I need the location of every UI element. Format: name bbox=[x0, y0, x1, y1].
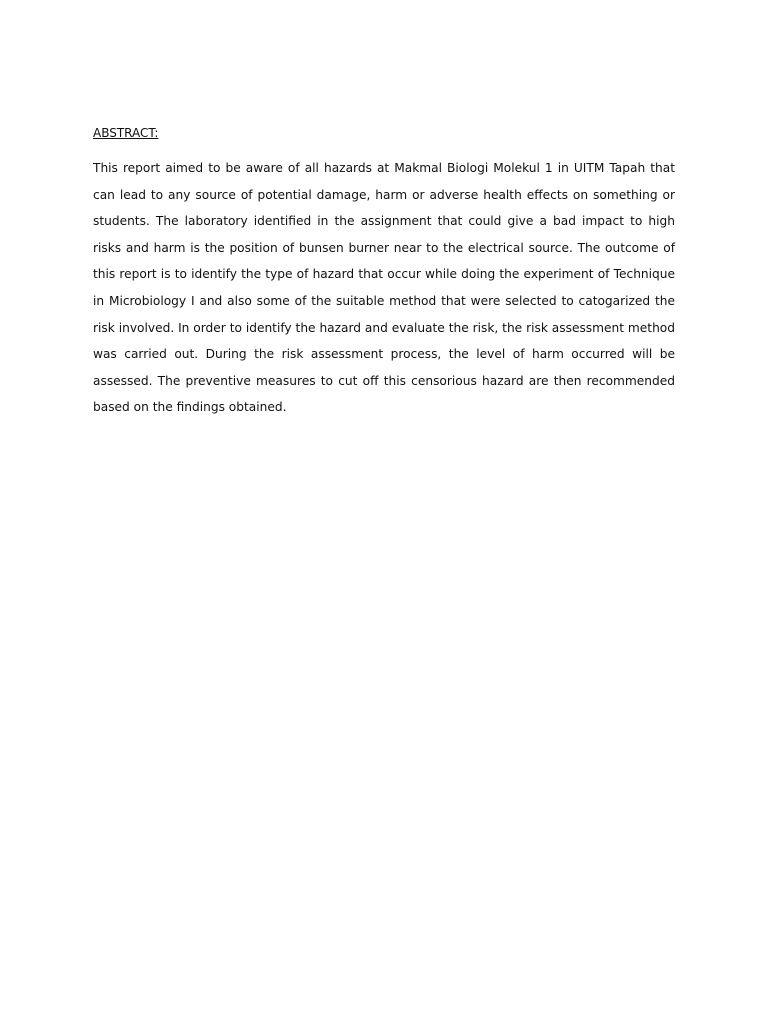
abstract-paragraph: This report aimed to be aware of all hazards at Makmal Biologi Molekul 1 in UITM Tapah that can lead to any source of potential damage, harm or adverse health effects on something or students. The laboratory identified in the assignment that could give a bad impact to high risks and harm is the position of bunsen burner near to the electrical source. The outcome of this report is to identify the type of hazard that occur while doing the experiment of Technique in Microbiology I and also some of the suitable method that were selected to catogarized the risk involved. In order to identify the hazard and evaluate the risk, the risk assessment method was carried out. During the risk assessment process, the level of harm occurred will be assessed. The preventive measures to cut off this censorious hazard are then recommended based on the findings obtained. bbox=[93, 161, 675, 415]
abstract-heading: ABSTRACT: bbox=[93, 126, 159, 140]
abstract-section bbox=[93, 124, 675, 421]
